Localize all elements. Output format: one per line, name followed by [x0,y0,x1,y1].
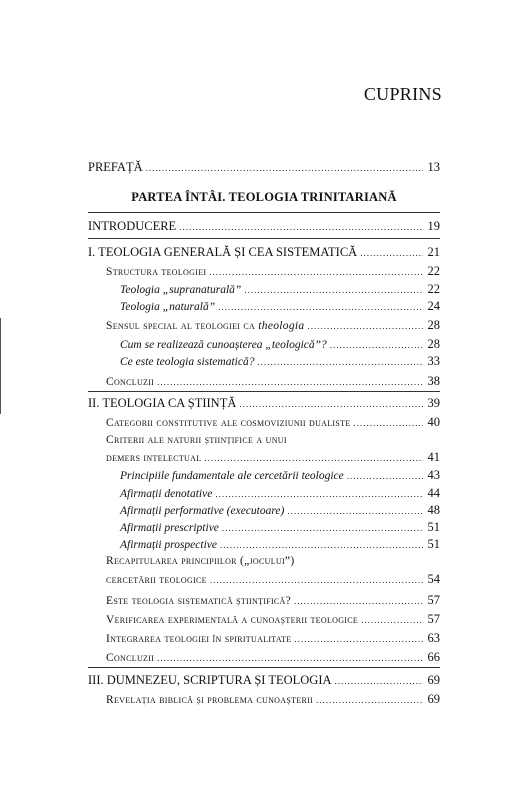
toc-page-number: 43 [427,468,440,482]
divider [88,212,440,213]
toc-entry-section[interactable] [88,415,440,430]
toc-page-number: 22 [427,282,440,296]
toc-page-number: 22 [427,264,440,278]
toc-label: Categorii constitutive ale cosmoviziunii dualiste [106,417,351,429]
divider [88,667,440,668]
toc-label: Revelația biblică și problema cunoașterii [106,694,314,706]
divider [88,238,440,239]
dot-leader [157,653,423,663]
dot-leader [361,615,423,625]
dot-leader [307,321,423,331]
toc-entry-section[interactable] [88,612,440,627]
dot-leader [204,453,423,463]
toc-label: Teologia „naturală” [120,301,216,313]
toc-label: Teologia „supranaturală” [120,284,242,296]
toc-page-number: 69 [427,692,440,706]
toc-label: III. DUMNEZEU, SCRIPTURA ȘI TEOLOGIA [88,673,332,687]
toc-label-part: Sensul special al teologiei ca [106,320,256,332]
toc-page-number: 66 [427,650,440,664]
toc-label: Afirmații performative (executoare) [120,505,285,517]
toc-page-number: 44 [427,486,440,500]
dot-leader [220,540,423,550]
toc-label: Afirmații denotative [120,488,213,500]
dot-leader [257,357,423,367]
toc-label: Integrarea teologiei în spiritualitate [106,633,292,645]
toc-entry-subsection[interactable] [88,354,440,369]
toc-label: demers intelectual [106,452,202,464]
toc-label: Cum se realizează cunoașterea „teologică”? [120,339,327,351]
toc-label: PREFAȚĂ [88,160,143,174]
dot-leader [218,302,423,312]
toc-page-number: 69 [427,673,440,687]
toc-entry-section[interactable] [88,631,440,646]
toc-entry-subsection[interactable] [88,282,440,297]
toc-label: Structura teologiei [106,266,207,278]
part-heading: PARTEA ÎNTÂI. TEOLOGIA TRINITARIANĂ [131,190,397,204]
toc-entry-first-line[interactable]: Criterii ale naturii științifice a unui [106,434,287,446]
dot-leader [287,506,423,516]
toc-entry-subsection[interactable] [88,503,440,518]
toc-page-number: 40 [427,415,440,429]
toc-entry-subsection[interactable] [88,537,440,552]
toc-page-number: 57 [427,593,440,607]
toc-label: Este teologia sistematică științifică? [106,595,292,607]
toc-label: Verificarea experimentală a cunoașterii teologice [106,614,359,626]
toc-entry-introducere[interactable] [88,219,440,234]
page-edge-mark [0,318,1,414]
toc-entry-subsection[interactable] [88,520,440,535]
page-title: CUPRINS [363,84,442,104]
toc-page-number: 13 [427,160,440,174]
toc-entry-section[interactable] [88,450,440,465]
dot-leader [347,471,423,481]
dot-leader [239,399,423,409]
toc-entry-chapter-3[interactable] [88,673,440,688]
toc-entry-chapter-2[interactable] [88,396,440,411]
toc-entry-chapter-1[interactable] [88,245,440,260]
toc-label: Ce este teologia sistematică? [120,356,255,368]
dot-leader [157,377,423,387]
toc-label: Principiile fundamentale ale cercetării teologice [120,470,344,482]
toc-page-number: 51 [427,537,440,551]
toc-label: II. TEOLOGIA CA ȘTIINȚĂ [88,396,237,410]
dot-leader [210,575,423,585]
dot-leader [360,248,423,258]
toc-entry-section[interactable] [88,264,440,279]
toc-label: Concluzii [106,652,155,664]
toc-label: cercetării teologice [106,574,207,586]
toc-page-number: 33 [427,354,440,368]
toc-page-number: 19 [427,219,440,233]
toc-page-number: 63 [427,631,440,645]
toc-label: INTRODUCERE [88,219,177,233]
dot-leader [316,695,423,705]
dot-leader [244,285,423,295]
dot-leader [209,267,423,277]
divider [88,391,440,392]
toc-label: Afirmații prescriptive [120,522,219,534]
toc-label [106,320,304,332]
toc-entry-prefata[interactable] [88,160,440,175]
dot-leader [330,340,423,350]
toc-entry-section[interactable] [88,572,440,587]
toc-label: Concluzii [106,376,155,388]
toc-page-number: 21 [427,245,440,259]
dot-leader [294,596,423,606]
toc-entry-subsection[interactable] [88,337,440,352]
dot-leader [146,163,423,173]
toc-label-italic: theologia [258,320,305,332]
toc-page-number: 57 [427,612,440,626]
toc-entry-section[interactable] [88,650,440,665]
toc-entry-subsection[interactable] [88,486,440,501]
toc-entry-section[interactable] [88,374,440,389]
toc-page-number: 24 [427,299,440,313]
toc-entry-section[interactable] [88,318,440,333]
toc-page-number: 39 [427,396,440,410]
toc-label: Afirmații prospective [120,539,217,551]
dot-leader [354,418,423,428]
toc-page-number: 38 [427,374,440,388]
dot-leader [335,676,423,686]
dot-leader [222,523,423,533]
toc-page-number: 48 [427,503,440,517]
toc-page-number: 51 [427,520,440,534]
toc-page-number: 28 [427,337,440,351]
toc-entry-section[interactable] [88,593,440,608]
toc-label: I. TEOLOGIA GENERALĂ ȘI CEA SISTEMATICĂ [88,245,358,259]
toc-page-number: 28 [427,318,440,332]
dot-leader [294,634,423,644]
toc-entry-subsection[interactable] [88,299,440,314]
toc-entry-subsection[interactable] [88,468,440,483]
toc-entry-first-line[interactable]: Recapitularea principiilor („jocului”) [106,555,295,567]
toc-entry-section[interactable] [88,692,440,707]
toc-page-number: 54 [427,572,440,586]
toc-page-number: 41 [427,450,440,464]
dot-leader [215,489,423,499]
dot-leader [179,222,423,232]
